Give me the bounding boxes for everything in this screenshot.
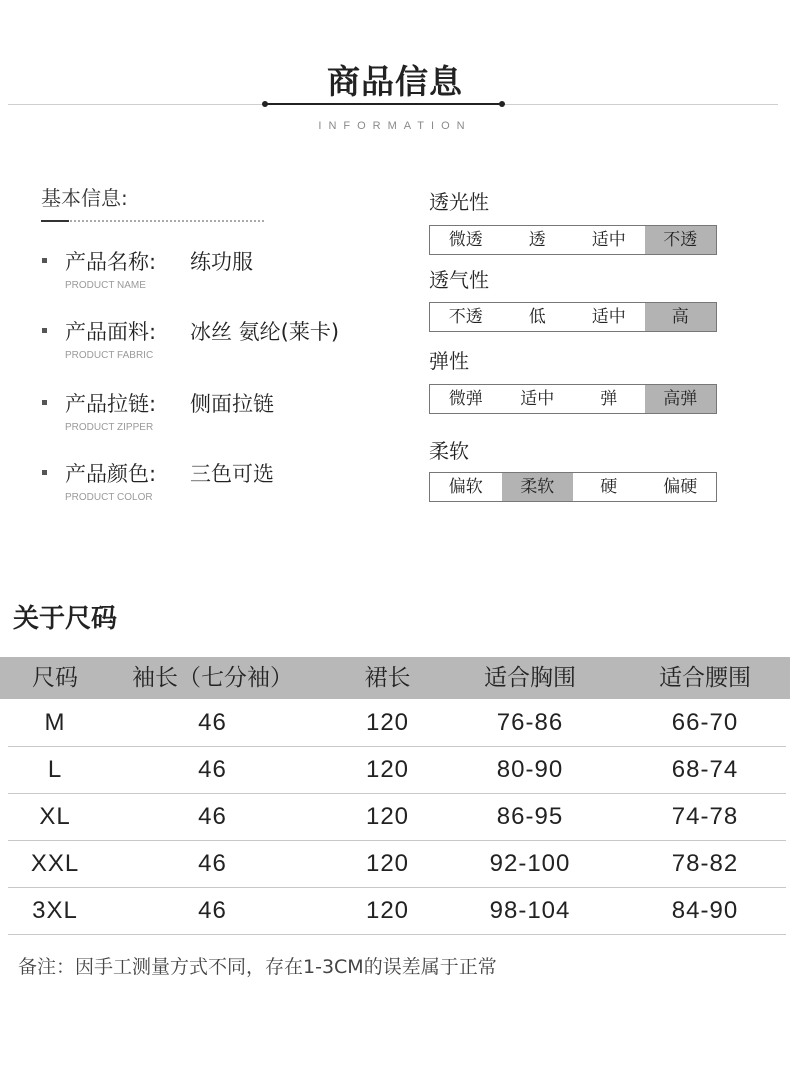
length-cell: 120 <box>365 897 410 924</box>
bullet-icon <box>42 328 47 333</box>
waist-cell: 84-90 <box>671 897 739 924</box>
bust-cell: 92-100 <box>489 850 571 877</box>
sleeve-cell: 46 <box>198 709 227 736</box>
size-cell: M <box>44 709 66 736</box>
sleeve-cell: 46 <box>198 756 227 783</box>
title-divider-thick <box>265 103 503 105</box>
scale-option: 高 <box>645 303 717 331</box>
scale-option: 低 <box>528 307 546 327</box>
waist-cell: 78-82 <box>671 850 739 877</box>
info-en-label: PRODUCT NAME <box>65 280 146 291</box>
row-divider <box>8 934 786 935</box>
info-label: 产品面料: <box>65 320 157 344</box>
info-en-label: PRODUCT FABRIC <box>65 350 154 361</box>
bust-cell: 80-90 <box>496 756 564 783</box>
size-cell: XXL <box>30 850 80 877</box>
sleeve-cell: 46 <box>198 897 227 924</box>
info-value: 侧面拉链 <box>190 392 274 416</box>
scale-option: 偏硬 <box>663 477 698 497</box>
attr-title-breathability: 透气性 <box>429 268 489 292</box>
attr-title-translucency: 透光性 <box>429 190 489 214</box>
bust-cell: 98-104 <box>489 897 571 924</box>
length-cell: 120 <box>365 850 410 877</box>
sleeve-cell: 46 <box>198 850 227 877</box>
sleeve-cell: 46 <box>198 803 227 830</box>
header-cell-size: 尺码 <box>32 665 78 691</box>
info-label: 产品颜色: <box>65 462 157 486</box>
size-note: 备注：因手工测量方式不同，存在1-3CM的误差属于正常 <box>18 956 497 978</box>
table-row <box>0 841 790 888</box>
scale-softness <box>429 472 717 502</box>
info-label: 产品名称: <box>65 250 157 274</box>
scale-option: 弹 <box>600 389 618 409</box>
size-cell: 3XL <box>32 897 78 924</box>
info-value: 练功服 <box>190 250 253 274</box>
scale-option: 偏软 <box>448 477 483 497</box>
size-section-title: 关于尺码 <box>13 604 118 634</box>
scale-option: 硬 <box>600 477 618 497</box>
length-cell: 120 <box>365 709 410 736</box>
scale-elasticity <box>429 384 717 414</box>
scale-option: 透 <box>528 230 546 250</box>
header-cell-length: 裙长 <box>364 665 411 691</box>
page-title: 商品信息 <box>327 62 463 101</box>
info-value: 冰丝 氨纶(莱卡) <box>190 320 340 344</box>
bust-cell: 86-95 <box>496 803 564 830</box>
info-value: 三色可选 <box>190 462 274 486</box>
table-row <box>0 747 790 794</box>
scale-option: 适中 <box>591 230 626 250</box>
scale-breathability <box>429 302 717 332</box>
page-subtitle: INFORMATION <box>318 120 472 132</box>
scale-option: 不透 <box>448 307 483 327</box>
size-table-header <box>0 657 790 699</box>
divider-dot-right <box>499 101 505 107</box>
scale-option: 高弹 <box>645 385 717 413</box>
attr-title-softness: 柔软 <box>429 439 469 463</box>
basic-info-title: 基本信息: <box>41 186 128 210</box>
scale-translucency <box>429 225 717 255</box>
header-cell-bust: 适合胸围 <box>484 665 576 691</box>
bullet-icon <box>42 258 47 263</box>
attr-title-elasticity: 弹性 <box>429 349 469 373</box>
waist-cell: 74-78 <box>671 803 739 830</box>
divider-dot-left <box>262 101 268 107</box>
scale-option: 不透 <box>645 226 717 254</box>
info-en-label: PRODUCT COLOR <box>65 492 153 503</box>
length-cell: 120 <box>365 803 410 830</box>
info-en-label: PRODUCT ZIPPER <box>65 422 154 433</box>
bust-cell: 76-86 <box>496 709 564 736</box>
scale-option: 柔软 <box>502 473 574 501</box>
bullet-icon <box>42 470 47 475</box>
basic-info-underline <box>41 220 69 222</box>
info-label: 产品拉链: <box>65 392 157 416</box>
header-cell-sleeve: 袖长（七分袖） <box>132 665 293 691</box>
table-row <box>0 700 790 747</box>
scale-option: 微弹 <box>448 389 483 409</box>
size-cell: XL <box>39 803 71 830</box>
length-cell: 120 <box>365 756 410 783</box>
bullet-icon <box>42 400 47 405</box>
table-row <box>0 888 790 935</box>
table-row <box>0 794 790 841</box>
basic-info-dotted-line <box>70 220 264 222</box>
scale-option: 微透 <box>448 230 483 250</box>
waist-cell: 68-74 <box>671 756 739 783</box>
size-cell: L <box>47 756 63 783</box>
header-cell-waist: 适合腰围 <box>659 665 751 691</box>
waist-cell: 66-70 <box>671 709 739 736</box>
scale-option: 适中 <box>591 307 626 327</box>
scale-option: 适中 <box>520 389 555 409</box>
